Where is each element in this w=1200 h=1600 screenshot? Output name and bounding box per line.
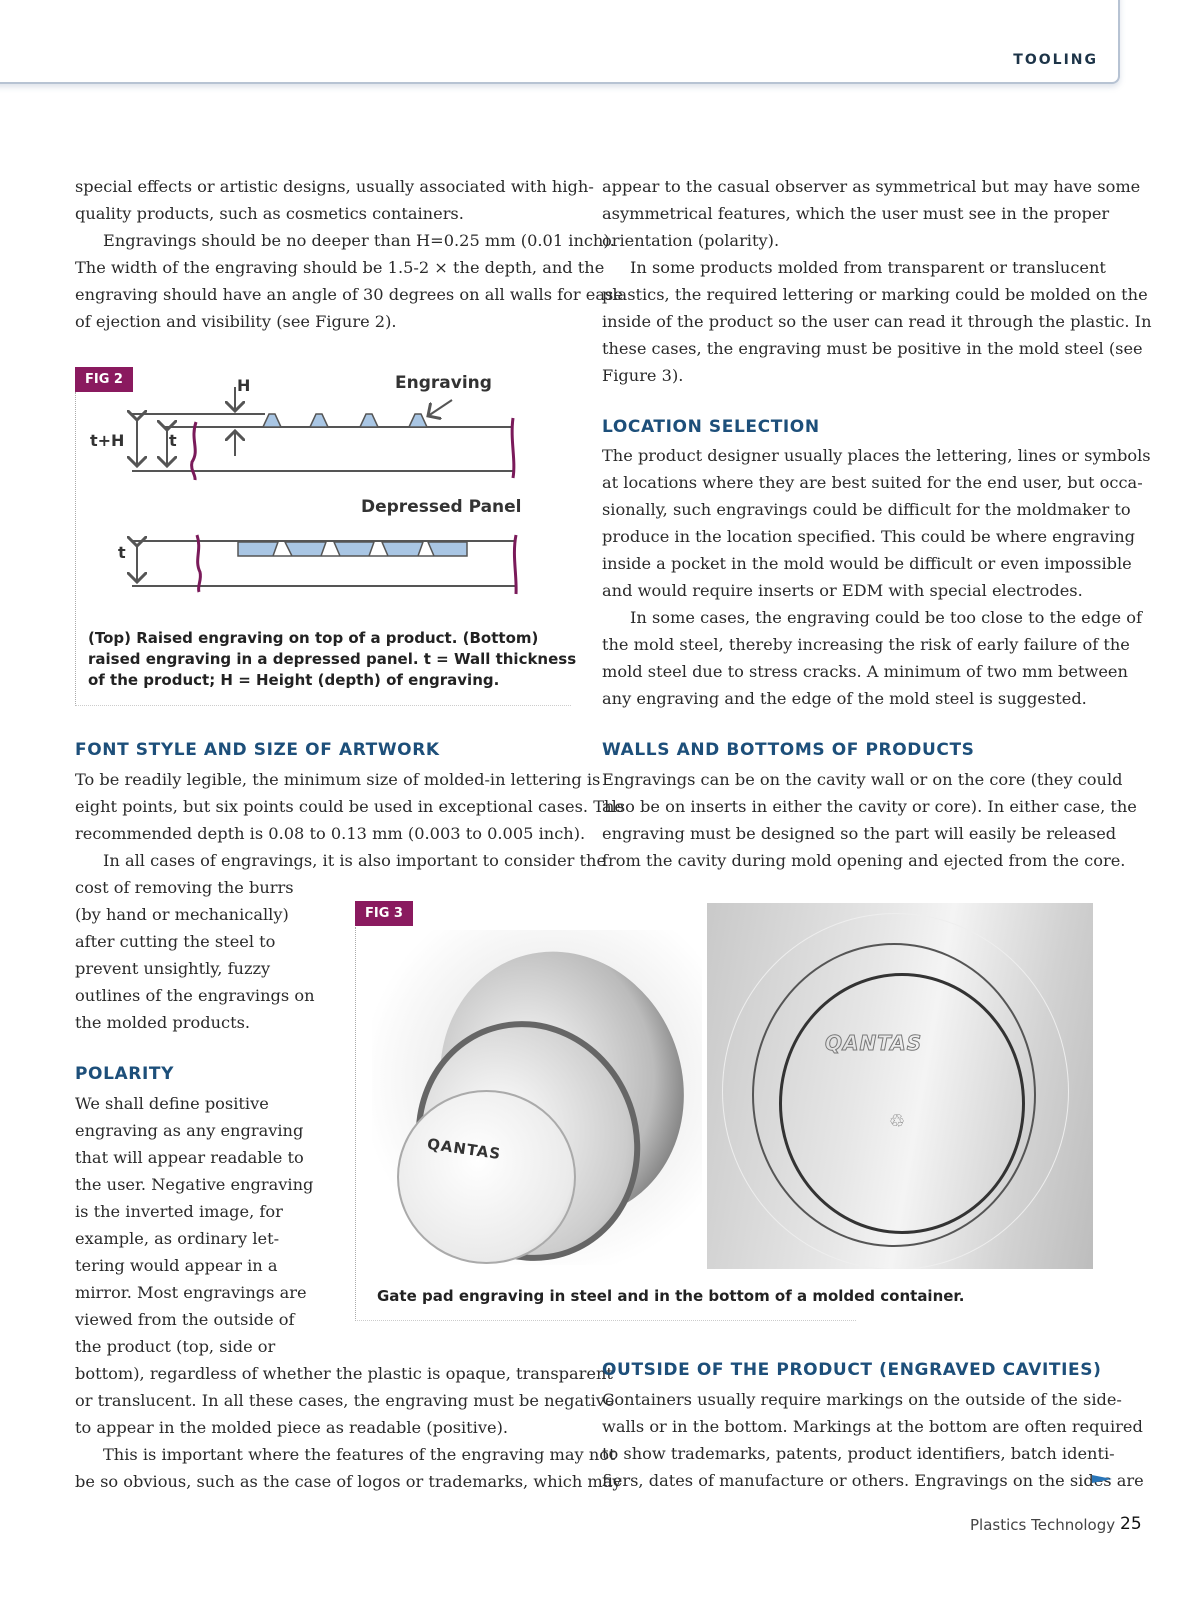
h-label: H (237, 376, 251, 395)
text-line: Engravings can be on the cavity wall or on the core (they could (602, 770, 1123, 789)
fig3-caption: Gate pad engraving in steel and in the bottom of a molded container. (377, 1287, 965, 1305)
qantas-logo-steel: QANTAS (426, 1134, 503, 1164)
text-line: outlines of the engravings on (75, 986, 315, 1005)
text-line: Containers usually require markings on the outside of the side- (602, 1390, 1122, 1409)
fig3-label: FIG 3 (355, 901, 413, 926)
text-line: or translucent. In all these cases, the engraving must be negative (75, 1391, 615, 1410)
caption-line: raised engraving in a depressed panel. t = Wall thickness (88, 650, 577, 668)
text-line: the product (top, side or (75, 1337, 276, 1356)
text-line: viewed from the outside of (75, 1310, 295, 1329)
heading-outside: OUTSIDE OF THE PRODUCT (ENGRAVED CAVITIES) (602, 1360, 1102, 1380)
text-line: inside of the product so the user can read it through the plastic. In (602, 312, 1152, 331)
text-line: produce in the location specified. This could be where engraving (602, 527, 1136, 546)
text-line: to appear in the molded piece as readable (positive). (75, 1418, 509, 1437)
text-line: the user. Negative engraving (75, 1175, 314, 1194)
fig2-label: FIG 2 (75, 367, 133, 392)
text-line: is the inverted image, for (75, 1202, 283, 1221)
text-line: asymmetrical features, which the user must see in the proper (602, 204, 1110, 223)
text-line: that will appear readable to (75, 1148, 304, 1167)
right-intro-paragraph (602, 173, 1152, 389)
text-line: example, as ordinary let- (75, 1229, 280, 1248)
text-line: eight points, but six points could be used in exceptional cases. The (75, 797, 624, 816)
text-line: To be readily legible, the minimum size of molded-in lettering is (75, 770, 601, 789)
text-line: In some products molded from transparent or translucent (630, 258, 1106, 277)
caption-line: of the product; H = Height (depth) of engraving. (88, 671, 500, 689)
steel-gate-pad-photo (372, 930, 702, 1265)
text-line: mold steel due to stress cracks. A minimum of two mm between (602, 662, 1128, 681)
text-line: tering would appear in a (75, 1256, 278, 1275)
text-line: after cutting the steel to (75, 932, 276, 951)
t-top-label: t (169, 431, 177, 450)
engraving-label: Engraving (395, 373, 492, 393)
continued-arrow-icon (1092, 1475, 1112, 1483)
text-line: the mold steel, thereby increasing the risk of early failure of the (602, 635, 1130, 654)
text-line: The width of the engraving should be 1.5-2 × the depth, and the (75, 258, 605, 277)
t-plus-h-label: t+H (90, 431, 125, 450)
text-line: cost of removing the burrs (75, 878, 294, 897)
text-line: and would require inserts or EDM with special electrodes. (602, 581, 1083, 600)
qantas-logo-container: QANTAS (825, 1031, 923, 1055)
caption-line: (Top) Raised engraving on top of a product. (Bottom) (88, 629, 539, 647)
outside-paragraph (602, 1386, 1144, 1494)
heading-location: LOCATION SELECTION (602, 417, 820, 437)
heading-polarity: POLARITY (75, 1064, 175, 1084)
raised-engravings (263, 414, 427, 427)
text-line: engraving should have an angle of 30 degrees on all walls for ease (75, 285, 623, 304)
text-line: the molded products. (75, 1013, 251, 1032)
fig2-diagram (0, 0, 600, 720)
text-line: to show trademarks, patents, product identifiers, batch identi- (602, 1444, 1115, 1463)
text-line: The product designer usually places the lettering, lines or symbols (602, 446, 1151, 465)
molded-container-photo (707, 903, 1093, 1269)
depressed-panel (238, 542, 467, 556)
text-line: walls or in the bottom. Markings at the bottom are often required (602, 1417, 1143, 1436)
text-line: sionally, such engravings could be difficult for the moldmaker to (602, 500, 1131, 519)
text-line: fiers, dates of manufacture or others. Engravings on the sides are (602, 1471, 1144, 1490)
text-line: bottom), regardless of whether the plastic is opaque, transparent (75, 1364, 613, 1383)
text-line: at locations where they are best suited for the end user, but occa- (602, 473, 1143, 492)
heading-font-style: FONT STYLE AND SIZE OF ARTWORK (75, 740, 440, 760)
t-bottom-label: t (118, 543, 126, 562)
text-line: engraving as any engraving (75, 1121, 304, 1140)
text-line: of ejection and visibility (see Figure 2). (75, 312, 397, 331)
text-line: engraving must be designed so the part will easily be released (602, 824, 1117, 843)
text-line: This is important where the features of the engraving may not (103, 1445, 616, 1464)
text-line: these cases, the engraving must be positive in the mold steel (see (602, 339, 1143, 358)
text-line: (by hand or mechanically) (75, 905, 289, 924)
page-number: 25 (1120, 1514, 1142, 1534)
text-line: be so obvious, such as the case of logos or trademarks, which may (75, 1472, 622, 1491)
text-line: also be on inserts in either the cavity or core). In either case, the (602, 797, 1137, 816)
text-line: Engravings should be no deeper than H=0.25 mm (0.01 inch). (103, 231, 615, 250)
text-line: In all cases of engravings, it is also important to consider the (103, 851, 607, 870)
text-line: from the cavity during mold opening and ejected from the core. (602, 851, 1126, 870)
walls-paragraph (602, 766, 1137, 874)
heading-walls: WALLS AND BOTTOMS OF PRODUCTS (602, 740, 975, 760)
text-line: quality products, such as cosmetics containers. (75, 204, 464, 223)
text-line: We shall define positive (75, 1094, 269, 1113)
recycle-icon: ♲ (889, 1111, 906, 1132)
text-line: any engraving and the edge of the mold steel is suggested. (602, 689, 1087, 708)
text-line: appear to the casual observer as symmetrical but may have some (602, 177, 1141, 196)
text-line: recommended depth is 0.08 to 0.13 mm (0.003 to 0.005 inch). (75, 824, 586, 843)
text-line: Figure 3). (602, 366, 684, 385)
footer-publication: Plastics Technology (970, 1516, 1116, 1534)
engraving-pointer-arrow (428, 400, 452, 416)
text-line: inside a pocket in the mold would be difficult or even impossible (602, 554, 1132, 573)
fig2-caption (88, 628, 576, 691)
text-line: In some cases, the engraving could be too close to the edge of (630, 608, 1142, 627)
section-tag: TOOLING (1013, 52, 1098, 68)
text-line: mirror. Most engravings are (75, 1283, 307, 1302)
depressed-panel-label: Depressed Panel (361, 497, 522, 517)
text-line: special effects or artistic designs, usually associated with high- (75, 177, 594, 196)
text-line: prevent unsightly, fuzzy (75, 959, 271, 978)
location-paragraph (602, 442, 1151, 712)
text-line: orientation (polarity). (602, 231, 780, 250)
text-line: plastics, the required lettering or marking could be molded on the (602, 285, 1148, 304)
